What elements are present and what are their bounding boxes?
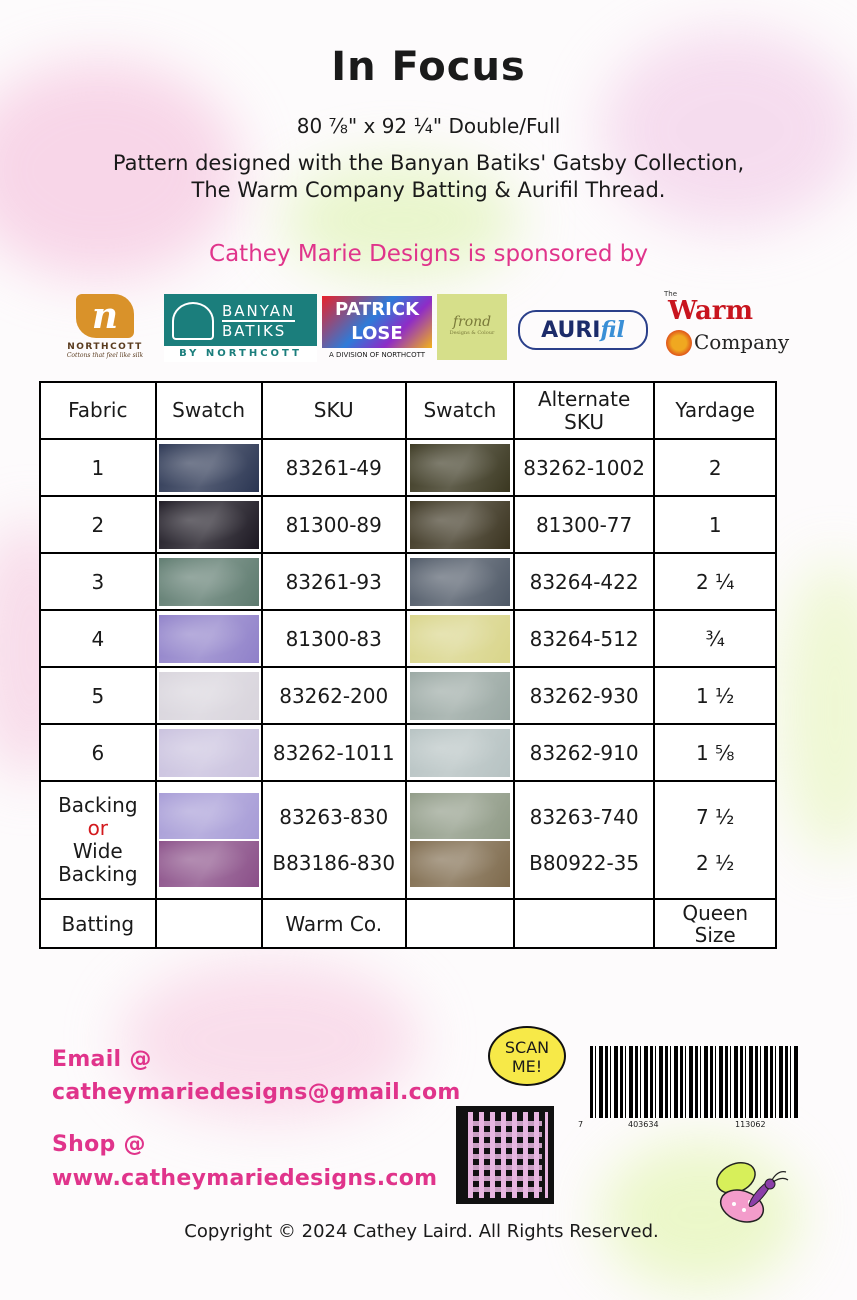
alternate-sku: 83262-930 [514,667,655,724]
patrick-lose-logo [322,296,432,362]
alt-swatch-cell [406,439,514,496]
description-line-2: The Warm Company Batting & Aurifil Thread. [191,178,666,202]
yardage: 2 [654,439,776,496]
banyan-line-3: BY NORTHCOTT [164,346,317,362]
alt-swatch-cell [406,496,514,553]
description-line-1: Pattern designed with the Banyan Batiks' Gatsby Collection, [112,151,745,175]
wide-backing-alt-swatch [410,841,510,887]
banyan-line-1: BANYAN [222,302,296,320]
table-row [40,610,776,667]
batting-swatch-cell [156,899,262,948]
banyan-line-2: BATIKS [222,322,287,340]
sku: 83262-1011 [262,724,406,781]
alternate-sku: 83262-910 [514,724,655,781]
fabric-table [39,381,777,949]
fabric-number: 3 [40,553,156,610]
alt-fabric-swatch [410,501,510,549]
patrick-sub: A DIVISION OF NORTHCOTT [328,351,426,359]
tree-icon [172,302,214,340]
barcode-number-3: 113062 [735,1120,766,1129]
scan-me-bubble [488,1026,566,1086]
fabric-number: 6 [40,724,156,781]
email-link[interactable]: catheymariedesigns@gmail.com [52,1080,461,1105]
website-link[interactable]: www.catheymariedesigns.com [52,1166,438,1191]
backing-alt-swatch-cell [406,781,514,899]
header-alt-swatch: Swatch [406,382,514,439]
scan-label-1: SCAN [504,1038,550,1057]
backing-alt-sku-cell [514,781,655,899]
batting-alt-swatch-cell [406,899,514,948]
wide-backing-sku: B83186-830 [272,851,396,875]
header-yardage: Yardage [654,382,776,439]
yardage: ¾ [654,610,776,667]
aurifil-logo [518,310,648,350]
background-blob [780,560,857,860]
backing-or: or [87,816,109,840]
yardage: 1 [654,496,776,553]
warm-the: The [664,290,678,298]
backing-label-2: Wide [72,839,123,863]
fabric-number: 4 [40,610,156,667]
swatch-cell [156,496,262,553]
alternate-sku: 83264-422 [514,553,655,610]
sun-icon [666,330,692,356]
backing-alt-swatch [410,793,510,839]
swatch-cell [156,610,262,667]
backing-yardage-cell [654,781,776,899]
backing-sku-cell [262,781,406,899]
shop-label: Shop @ [52,1132,146,1157]
backing-yardage: 7 ½ [695,805,735,829]
frond-logo [437,294,507,360]
aurifil-part-2: fil [600,317,625,343]
aurifil-part-1: AURI [541,318,601,343]
alt-swatch-cell [406,610,514,667]
sku: 83262-200 [262,667,406,724]
quilt-size: 80 ⅞" x 92 ¼" Double/Full [296,114,561,138]
header-alternate-sku [514,382,655,439]
alt-fabric-swatch [410,729,510,777]
yardage: 1 ⅝ [654,724,776,781]
swatch-cell [156,667,262,724]
alt-fabric-swatch [410,672,510,720]
backing-label-3: Backing [58,862,138,886]
sku: 83261-93 [262,553,406,610]
backing-label [40,781,156,899]
batting-row [40,899,776,948]
patrick-line-1: PATRICK [334,299,420,320]
table-row [40,496,776,553]
sponsor-logos [50,290,810,365]
sku: 81300-83 [262,610,406,667]
yardage: 1 ½ [654,667,776,724]
backing-row [40,781,776,899]
alt-fabric-swatch [410,615,510,663]
barcode-number-1: 7 [578,1120,584,1129]
scan-label-2: ME! [511,1057,543,1076]
header-swatch: Swatch [156,382,262,439]
copyright: Copyright © 2024 Cathey Laird. All Rights Reserved. [184,1221,659,1242]
alternate-sku: 83264-512 [514,610,655,667]
header-alternate-sku-text: Alternate SKU [537,386,631,434]
wide-backing-swatch [159,841,259,887]
table-row [40,553,776,610]
frond-sub: Designs & Colour [449,330,495,336]
fabric-swatch [159,729,259,777]
northcott-logo: n NORTHCOTT Cottons that feel like silk [50,294,160,364]
warm-line-2: Company [694,330,790,354]
header-fabric: Fabric [40,382,156,439]
wide-backing-yardage: 2 ½ [695,851,735,875]
backing-label-1: Backing [58,793,138,817]
warm-line-1: Warm [668,296,753,326]
email-label: Email @ [52,1047,152,1072]
batting-label: Batting [40,899,156,948]
alt-swatch-cell [406,667,514,724]
fabric-swatch [159,444,259,492]
patrick-line-2: LOSE [351,323,403,344]
fabric-swatch [159,672,259,720]
wide-backing-alt-sku: B80922-35 [529,851,640,875]
sponsor-line: Cathey Marie Designs is sponsored by [209,241,648,267]
batting-yardage-text: Queen Size [682,900,749,947]
sku: 81300-89 [262,496,406,553]
header-sku: SKU [262,382,406,439]
swatch-cell [156,553,262,610]
swatch-cell [156,724,262,781]
qr-code-icon[interactable] [456,1106,554,1204]
backing-swatch-cell [156,781,262,899]
batting-yardage [654,899,776,948]
fabric-swatch [159,501,259,549]
warm-company-logo [662,290,792,362]
table-header-row [40,382,776,439]
backing-swatch [159,793,259,839]
page-title: In Focus [331,44,526,90]
fabric-swatch [159,558,259,606]
alternate-sku: 83262-1002 [514,439,655,496]
alt-fabric-swatch [410,444,510,492]
northcott-name: NORTHCOTT [67,342,143,352]
swatch-cell [156,439,262,496]
backing-sku: 83263-830 [279,805,389,829]
alt-swatch-cell [406,553,514,610]
fabric-number: 5 [40,667,156,724]
backing-alt-sku: 83263-740 [529,805,639,829]
fabric-number: 2 [40,496,156,553]
alt-swatch-cell [406,724,514,781]
banyan-batiks-logo [164,294,317,362]
fabric-swatch [159,615,259,663]
yardage: 2 ¼ [654,553,776,610]
table-row [40,439,776,496]
barcode-icon [590,1046,798,1118]
frond-name: frond [452,314,492,330]
northcott-tagline: Cottons that feel like silk [66,352,144,359]
alt-fabric-swatch [410,558,510,606]
fabric-number: 1 [40,439,156,496]
alternate-sku: 81300-77 [514,496,655,553]
sku: 83261-49 [262,439,406,496]
batting-alt-sku-cell [514,899,655,948]
table-row [40,667,776,724]
batting-sku: Warm Co. [262,899,406,948]
barcode-number-2: 403634 [628,1120,659,1129]
table-row [40,724,776,781]
